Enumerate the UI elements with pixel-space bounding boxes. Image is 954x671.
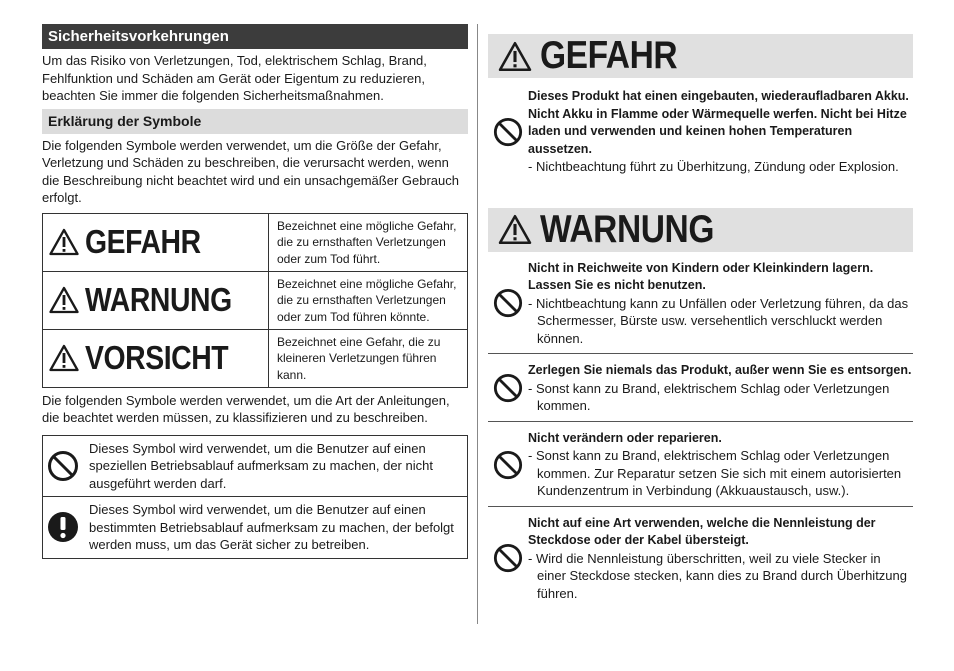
item-note: - Wird die Nennleistung überschritten, weil zu viele Stecker in einer Steckdose stecken, kann dies zu Brand durch Überhitzung führen.: [528, 550, 907, 601]
item-note: - Sonst kann zu Brand, elektrischem Schlag oder Verletzungen kommen. Zur Reparatur setzen Sie sich mit einem autorisierten Kundenzentrum in Verbindung (Akkuaustausch, usw.).: [528, 448, 902, 498]
item-heading: Dieses Produkt hat einen eingebauten, wiederaufladbaren Akku. Nicht Akku in Flamme oder Wärmequelle werfen. Nicht bei Hitze laden und verwenden und keinen hohen Temperaturen aussetzen.: [528, 89, 909, 156]
warning-triangle-icon: [498, 41, 532, 72]
signal-desc-gefahr: Bezeichnet eine mögliche Gefahr, die zu ernsthaften Verletzungen oder zum Tod führt.: [277, 218, 457, 266]
danger-header: [488, 34, 913, 78]
prohibition-icon: [493, 450, 523, 480]
symbols-intro-paragraph: Die folgenden Symbole werden verwendet, um die Größe der Gefahr, Verletzung und Schäden zu beschreiben, die verursacht werden, wenn die Beschreibung nicht beachtet wird und ein unsachgemäßer Gebrauch erfolgt.: [42, 137, 459, 205]
left-column: [42, 24, 468, 559]
warning-triangle-icon: [498, 214, 532, 245]
column-divider: [477, 24, 478, 624]
instruction-row-prohibition: [43, 436, 467, 497]
signal-desc-warnung: Bezeichnet eine mögliche Gefahr, die zu ernsthaften Verletzungen oder zum Tod führen könnte.: [277, 276, 457, 324]
prohibition-icon: [493, 543, 523, 573]
warning-item: [488, 506, 913, 609]
signal-word-table: [42, 213, 468, 388]
mandatory-action-icon: [47, 511, 79, 543]
item-heading: Nicht auf eine Art verwenden, welche die Nennleistung der Steckdose oder der Kabel übersteigt.: [528, 515, 876, 547]
warning-triangle-icon: [49, 228, 79, 256]
prohibition-icon: [493, 117, 523, 147]
item-note: - Nichtbeachtung kann zu Unfällen oder Verletzung führen, da das Schermesser, Bürste usw. versehentlich verschluckt werden können.: [528, 295, 909, 346]
symbols-heading: Erklärung der Symbole: [42, 109, 468, 134]
item-note: - Sonst kann zu Brand, elektrischem Schlag oder Verletzungen kommen.: [528, 380, 890, 413]
warning-triangle-icon: [49, 344, 79, 372]
prohibition-icon: [493, 288, 523, 318]
warning-header: [488, 208, 913, 252]
item-heading: Nicht verändern oder reparieren.: [528, 430, 722, 445]
warning-triangle-icon: [49, 286, 79, 314]
warning-item: [488, 252, 913, 354]
right-column: [488, 34, 913, 608]
item-note: - Nichtbeachtung führt zu Überhitzung, Zündung oder Explosion.: [528, 159, 899, 174]
section-title: Sicherheitsvorkehrungen: [42, 24, 468, 49]
instruction-row-mandatory: [43, 496, 467, 558]
signal-row-vorsicht: [43, 329, 467, 387]
instruction-text-mandatory: Dieses Symbol wird verwendet, um die Benutzer auf einen bestimmten Betriebsablauf aufmerksam zu machen, der befolgt werden muss, um das Gerät sicher zu betreiben.: [89, 502, 454, 552]
instructions-intro-paragraph: Die folgenden Symbole werden verwendet, um die Art der Anleitungen, die beachtet werden müssen, zu klassifizieren und zu beschreiben.: [42, 392, 450, 425]
signal-word-gefahr: GEFAHR: [85, 223, 201, 260]
signal-desc-vorsicht: Bezeichnet eine Gefahr, die zu kleineren Verletzungen führen kann.: [277, 334, 441, 382]
warning-title: WARNUNG: [540, 207, 715, 251]
prohibition-icon: [493, 373, 523, 403]
warning-item: [488, 421, 913, 506]
danger-item: [488, 78, 913, 182]
item-heading: Nicht in Reichweite von Kindern oder Kleinkindern lagern. Lassen Sie es nicht benutzen.: [528, 260, 874, 292]
warning-item: [488, 353, 913, 421]
signal-word-vorsicht: VORSICHT: [85, 339, 229, 376]
item-heading: Zerlegen Sie niemals das Produkt, außer wenn Sie es entsorgen.: [528, 363, 912, 377]
signal-row-warnung: [43, 271, 467, 329]
instruction-text-prohibition: Dieses Symbol wird verwendet, um die Benutzer auf einen speziellen Betriebsablauf aufmerksam zu machen, der nicht ausgeführt werden darf.: [89, 440, 433, 491]
signal-word-warnung: WARNUNG: [85, 281, 232, 318]
danger-title: GEFAHR: [540, 34, 678, 77]
intro-paragraph: Um das Risiko von Verletzungen, Tod, elektrischem Schlag, Brand, Fehlfunktion und Schäden am Gerät oder Eigentum zu reduzieren, beachten Sie immer die folgenden Sicherheitsmaßnahmen.: [42, 53, 427, 103]
signal-row-gefahr: [43, 214, 467, 271]
prohibition-icon: [47, 450, 79, 482]
instruction-symbol-table: [42, 435, 468, 559]
